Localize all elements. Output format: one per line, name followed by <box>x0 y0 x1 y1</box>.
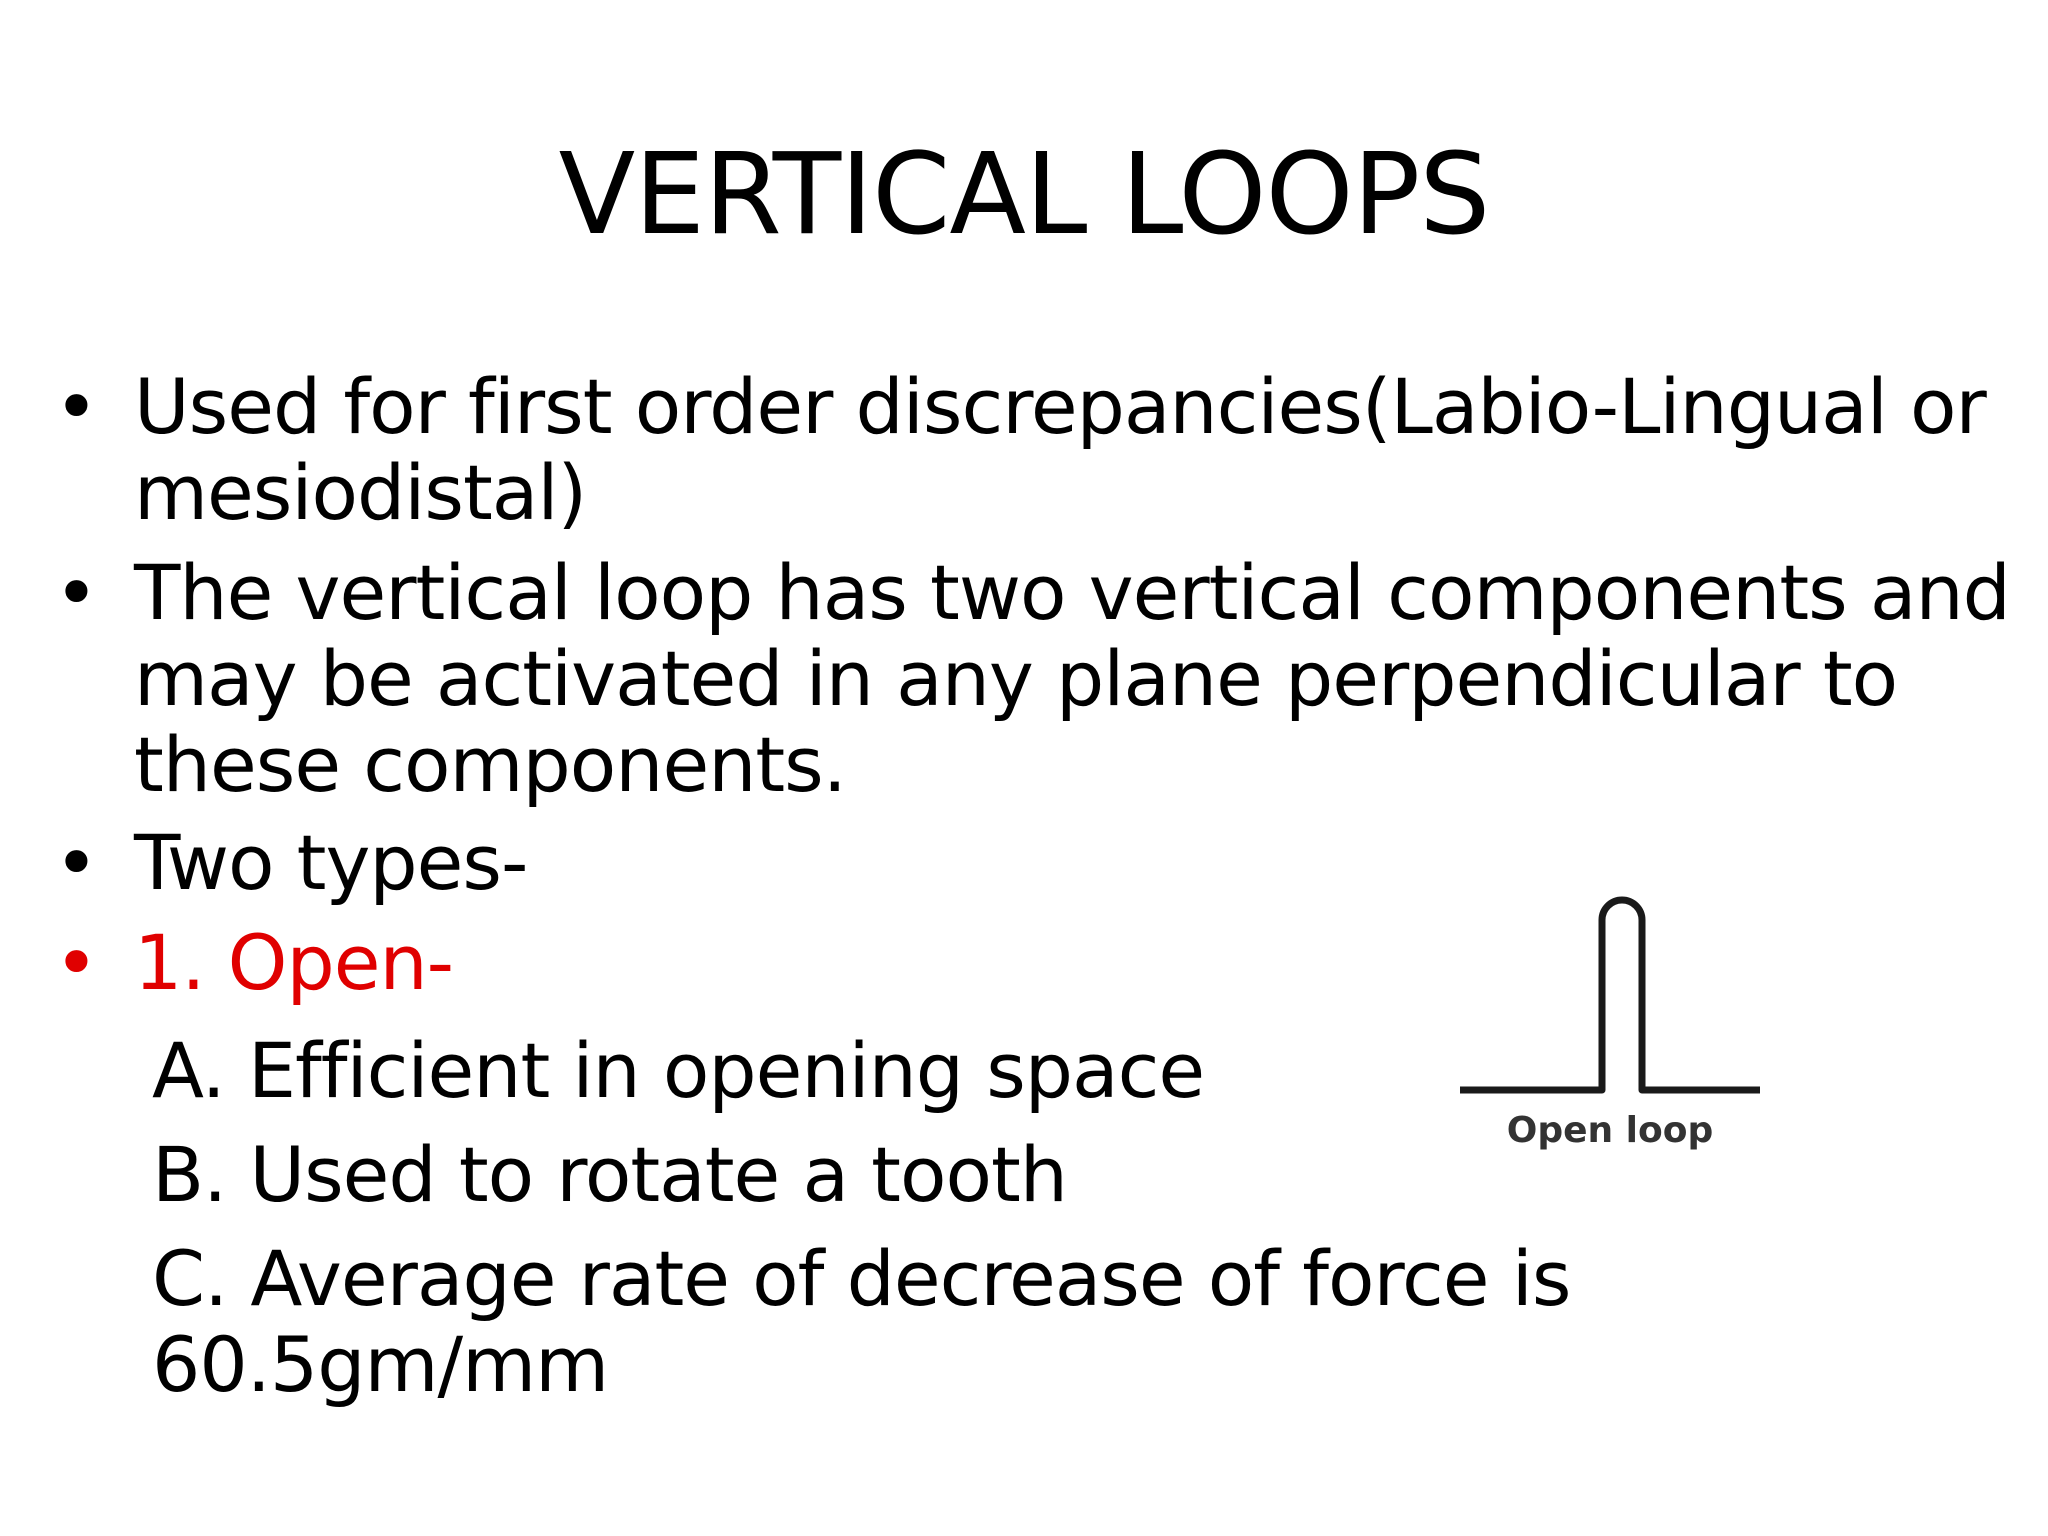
bullet-text: Used for first order discrepancies(Labio-Lingual or mesiodistal) <box>134 362 1986 537</box>
sub-item-c: C. Average rate of decrease of force is 60.5gm/mm <box>152 1234 1571 1409</box>
bullet-marker: • <box>54 548 98 637</box>
bullet-item-2 <box>54 550 2014 808</box>
sub-item-a: A. Efficient in opening space <box>152 1026 1205 1115</box>
bullet-item-1 <box>54 364 2014 536</box>
bullet-text: The vertical loop has two vertical components and may be activated in any plane perpendicular to these components. <box>134 548 2010 809</box>
slide-title: VERTICAL LOOPS <box>558 130 1490 260</box>
sub-item-b: B. Used to rotate a tooth <box>152 1130 1067 1219</box>
bullet-marker: • <box>54 918 98 1007</box>
open-vertical-loop-diagram-icon <box>1450 870 1770 1110</box>
bullet-text: 1. Open- <box>134 918 454 1007</box>
bullet-text: Two types- <box>134 818 528 907</box>
bullet-marker: • <box>54 818 98 907</box>
figure-caption: Open loop <box>1506 1110 1714 1151</box>
bullet-marker: • <box>54 362 98 451</box>
open-loop-figure <box>1450 870 1770 1190</box>
